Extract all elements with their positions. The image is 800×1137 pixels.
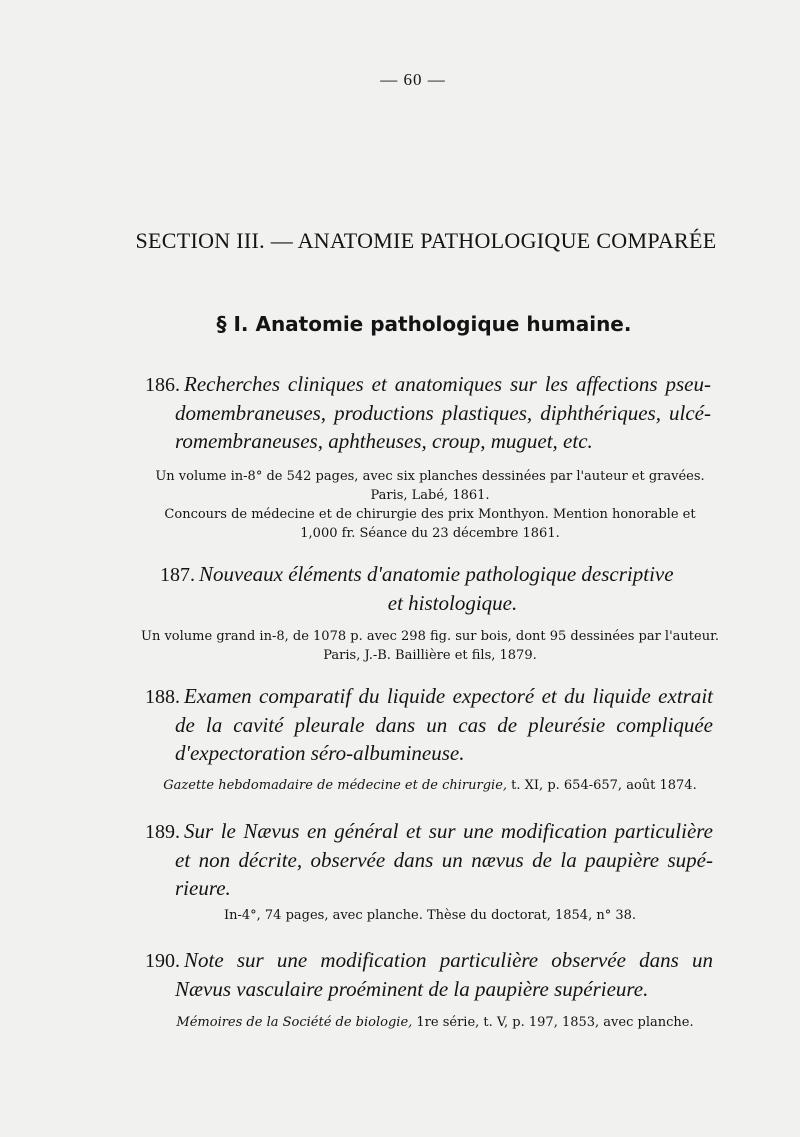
page-number: — 60 —: [380, 70, 446, 89]
entry-188-reference: [135, 776, 725, 795]
reference-line: [135, 776, 725, 795]
reference-line: Un volume in-8° de 542 pages, avec six planches dessinées par l'auteur et gravées.: [155, 469, 705, 484]
entry-number: 189.: [145, 821, 180, 843]
entry-188-title-line: 188. Examen comparatif du liquide expectoré et du liquide extrait: [145, 684, 713, 708]
entry-189-reference: [140, 906, 720, 925]
entry-187-title-line: et histologique.: [387, 591, 518, 615]
journal-name: Gazette hebdomadaire de médecine et de chirurgie,: [163, 778, 508, 793]
entry-190-title: [145, 946, 713, 1003]
entry-190-title-line: Nævus vasculaire proéminent de la paupière supérieure.: [175, 977, 649, 1001]
entry-189-title-line: et non décrite, observée dans un nævus de la paupière supé-: [175, 848, 713, 872]
reference-line: 1,000 fr. Séance du 23 décembre 1861.: [300, 526, 560, 541]
entry-186-title-line: romembraneuses, aphtheuses, croup, muguet, etc.: [175, 429, 593, 453]
entry-188-title-line: de la cavité pleurale dans un cas de pleurésie compliquée: [175, 713, 713, 737]
entry-187-title-line: 187. Nouveaux éléments d'anatomie pathologique descriptive: [160, 562, 674, 586]
journal-name: Mémoires de la Société de biologie,: [176, 1015, 413, 1030]
entry-186-title-line: domembraneuses, productions plastiques, diphthériques, ulcé-: [175, 401, 711, 425]
entry-186-title: [145, 370, 711, 455]
entry-187-reference: [135, 627, 725, 665]
entry-number: 187.: [160, 564, 195, 586]
entry-number: 186.: [145, 374, 180, 396]
reference-line: In-4°, 74 pages, avec planche. Thèse du doctorat, 1854, n° 38.: [223, 908, 637, 923]
reference-line: Paris, Labé, 1861.: [370, 488, 490, 503]
subsection-title: § I. Anatomie pathologique humaine.: [216, 312, 632, 336]
reference-line: [140, 1013, 730, 1032]
reference-line: Paris, J.-B. Baillière et fils, 1879.: [323, 648, 537, 663]
entry-190-title-line: 190. Note sur une modification particulière observée dans un: [145, 948, 713, 972]
entry-187-title: [160, 560, 705, 617]
entry-188-title-line: d'expectoration séro-albumineuse.: [175, 741, 465, 765]
entry-190-reference: [140, 1013, 730, 1032]
entry-186-title-line: 186. Recherches cliniques et anatomiques sur les affections pseu-: [145, 372, 711, 396]
entry-186-reference: [140, 467, 720, 543]
reference-detail: t. XI, p. 654-657, août 1874.: [507, 778, 697, 793]
entry-189-title-line: 189. Sur le Nævus en général et sur une modification particulière: [145, 819, 713, 843]
reference-line: Un volume grand in-8, de 1078 p. avec 298 fig. sur bois, dont 95 dessinées par l'auteur.: [141, 629, 719, 644]
reference-detail: 1re série, t. V, p. 197, 1853, avec planche.: [412, 1015, 694, 1030]
section-title: SECTION III. — ANATOMIE PATHOLOGIQUE COMPARÉE: [135, 228, 717, 253]
entry-189-title-line: rieure.: [175, 876, 231, 900]
entry-number: 190.: [145, 950, 180, 972]
entry-number: 188.: [145, 686, 180, 708]
entry-188-title: [145, 682, 713, 767]
entry-189-title: [145, 817, 713, 902]
reference-line: Concours de médecine et de chirurgie des prix Monthyon. Mention honorable et: [164, 507, 696, 522]
